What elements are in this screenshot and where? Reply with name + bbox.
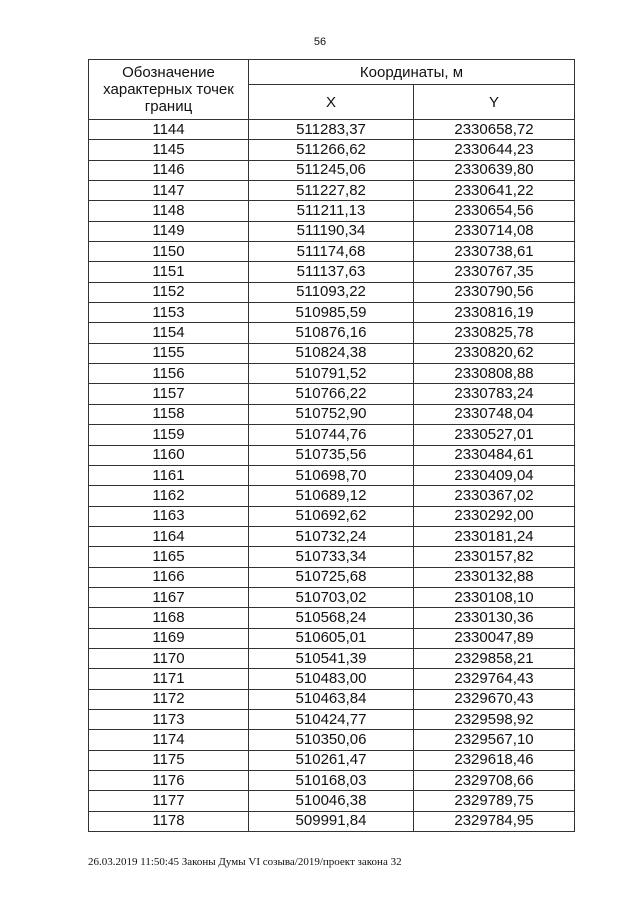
x-coordinate-cell: 510483,00 — [249, 669, 414, 689]
point-number-cell: 1172 — [89, 689, 249, 709]
x-coordinate-cell: 510605,01 — [249, 628, 414, 648]
y-coordinate-cell: 2330816,19 — [414, 303, 575, 323]
table-row — [89, 201, 575, 221]
y-coordinate-cell: 2329618,46 — [414, 750, 575, 770]
y-coordinate-cell: 2330157,82 — [414, 547, 575, 567]
x-coordinate-cell: 510732,24 — [249, 526, 414, 546]
x-coordinate-cell: 510463,84 — [249, 689, 414, 709]
point-number-cell: 1149 — [89, 221, 249, 241]
y-coordinate-cell: 2329858,21 — [414, 648, 575, 668]
table-row — [89, 465, 575, 485]
point-number-cell: 1148 — [89, 201, 249, 221]
table-row — [89, 262, 575, 282]
header-point-designation: Обозначение характерных точек границ — [89, 60, 249, 120]
x-coordinate-cell: 510689,12 — [249, 486, 414, 506]
point-number-cell: 1177 — [89, 791, 249, 811]
y-coordinate-cell: 2330292,00 — [414, 506, 575, 526]
table-row — [89, 323, 575, 343]
y-coordinate-cell: 2329784,95 — [414, 811, 575, 831]
table-row — [89, 343, 575, 363]
point-number-cell: 1165 — [89, 547, 249, 567]
x-coordinate-cell: 511227,82 — [249, 181, 414, 201]
table-row — [89, 425, 575, 445]
x-coordinate-cell: 510744,76 — [249, 425, 414, 445]
y-coordinate-cell: 2330367,02 — [414, 486, 575, 506]
x-coordinate-cell: 510568,24 — [249, 608, 414, 628]
point-number-cell: 1178 — [89, 811, 249, 831]
y-coordinate-cell: 2330644,23 — [414, 140, 575, 160]
x-coordinate-cell: 511190,34 — [249, 221, 414, 241]
x-coordinate-cell: 510046,38 — [249, 791, 414, 811]
point-number-cell: 1160 — [89, 445, 249, 465]
point-number-cell: 1175 — [89, 750, 249, 770]
x-coordinate-cell: 511093,22 — [249, 282, 414, 302]
header-coordinates: Координаты, м — [249, 60, 575, 85]
y-coordinate-cell: 2330639,80 — [414, 160, 575, 180]
y-coordinate-cell: 2330767,35 — [414, 262, 575, 282]
x-coordinate-cell: 510985,59 — [249, 303, 414, 323]
point-number-cell: 1166 — [89, 567, 249, 587]
x-coordinate-cell: 511174,68 — [249, 242, 414, 262]
y-coordinate-cell: 2330783,24 — [414, 384, 575, 404]
y-coordinate-cell: 2329764,43 — [414, 669, 575, 689]
point-number-cell: 1164 — [89, 526, 249, 546]
x-coordinate-cell: 511137,63 — [249, 262, 414, 282]
table-body — [89, 120, 575, 832]
y-coordinate-cell: 2330658,72 — [414, 120, 575, 140]
point-number-cell: 1158 — [89, 404, 249, 424]
y-coordinate-cell: 2330047,89 — [414, 628, 575, 648]
x-coordinate-cell: 511266,62 — [249, 140, 414, 160]
x-coordinate-cell: 510876,16 — [249, 323, 414, 343]
table-row — [89, 648, 575, 668]
table-row — [89, 689, 575, 709]
x-coordinate-cell: 511245,06 — [249, 160, 414, 180]
y-coordinate-cell: 2329789,75 — [414, 791, 575, 811]
x-coordinate-cell: 510692,62 — [249, 506, 414, 526]
point-number-cell: 1157 — [89, 384, 249, 404]
table-row — [89, 140, 575, 160]
table-row — [89, 120, 575, 140]
y-coordinate-cell: 2330714,08 — [414, 221, 575, 241]
y-coordinate-cell: 2330820,62 — [414, 343, 575, 363]
table-row — [89, 282, 575, 302]
point-number-cell: 1161 — [89, 465, 249, 485]
x-coordinate-cell: 511283,37 — [249, 120, 414, 140]
y-coordinate-cell: 2330808,88 — [414, 364, 575, 384]
y-coordinate-cell: 2330790,56 — [414, 282, 575, 302]
table-row — [89, 303, 575, 323]
x-coordinate-cell: 510541,39 — [249, 648, 414, 668]
table-row — [89, 364, 575, 384]
y-coordinate-cell: 2330738,61 — [414, 242, 575, 262]
y-coordinate-cell: 2330409,04 — [414, 465, 575, 485]
x-coordinate-cell: 510424,77 — [249, 709, 414, 729]
header-y: Y — [414, 85, 575, 120]
x-coordinate-cell: 510703,02 — [249, 587, 414, 607]
x-coordinate-cell: 510733,34 — [249, 547, 414, 567]
y-coordinate-cell: 2330825,78 — [414, 323, 575, 343]
x-coordinate-cell: 510766,22 — [249, 384, 414, 404]
table-row — [89, 730, 575, 750]
y-coordinate-cell: 2330654,56 — [414, 201, 575, 221]
point-number-cell: 1144 — [89, 120, 249, 140]
table-row — [89, 771, 575, 791]
point-number-cell: 1153 — [89, 303, 249, 323]
point-number-cell: 1159 — [89, 425, 249, 445]
point-number-cell: 1145 — [89, 140, 249, 160]
table-row — [89, 669, 575, 689]
x-coordinate-cell: 510261,47 — [249, 750, 414, 770]
coordinates-table — [88, 59, 575, 832]
point-number-cell: 1151 — [89, 262, 249, 282]
table-row — [89, 750, 575, 770]
point-number-cell: 1169 — [89, 628, 249, 648]
point-number-cell: 1146 — [89, 160, 249, 180]
table-row — [89, 526, 575, 546]
x-coordinate-cell: 510725,68 — [249, 567, 414, 587]
table-row — [89, 587, 575, 607]
point-number-cell: 1154 — [89, 323, 249, 343]
point-number-cell: 1176 — [89, 771, 249, 791]
y-coordinate-cell: 2330108,10 — [414, 587, 575, 607]
y-coordinate-cell: 2330527,01 — [414, 425, 575, 445]
y-coordinate-cell: 2329670,43 — [414, 689, 575, 709]
y-coordinate-cell: 2329598,92 — [414, 709, 575, 729]
y-coordinate-cell: 2329708,66 — [414, 771, 575, 791]
y-coordinate-cell: 2330641,22 — [414, 181, 575, 201]
table-row — [89, 791, 575, 811]
table-row — [89, 181, 575, 201]
point-number-cell: 1167 — [89, 587, 249, 607]
table-row — [89, 160, 575, 180]
point-number-cell: 1174 — [89, 730, 249, 750]
table-row — [89, 242, 575, 262]
x-coordinate-cell: 510350,06 — [249, 730, 414, 750]
page-number: 56 — [313, 36, 327, 48]
table-row — [89, 628, 575, 648]
point-number-cell: 1156 — [89, 364, 249, 384]
x-coordinate-cell: 510824,38 — [249, 343, 414, 363]
table-row — [89, 608, 575, 628]
x-coordinate-cell: 510791,52 — [249, 364, 414, 384]
point-number-cell: 1163 — [89, 506, 249, 526]
point-number-cell: 1155 — [89, 343, 249, 363]
point-number-cell: 1170 — [89, 648, 249, 668]
y-coordinate-cell: 2330132,88 — [414, 567, 575, 587]
point-number-cell: 1173 — [89, 709, 249, 729]
x-coordinate-cell: 510698,70 — [249, 465, 414, 485]
y-coordinate-cell: 2329567,10 — [414, 730, 575, 750]
point-number-cell: 1152 — [89, 282, 249, 302]
point-number-cell: 1168 — [89, 608, 249, 628]
x-coordinate-cell: 510735,56 — [249, 445, 414, 465]
y-coordinate-cell: 2330181,24 — [414, 526, 575, 546]
table-row — [89, 709, 575, 729]
x-coordinate-cell: 509991,84 — [249, 811, 414, 831]
y-coordinate-cell: 2330748,04 — [414, 404, 575, 424]
table-row — [89, 221, 575, 241]
table-row — [89, 445, 575, 465]
point-number-cell: 1150 — [89, 242, 249, 262]
table-row — [89, 486, 575, 506]
y-coordinate-cell: 2330484,61 — [414, 445, 575, 465]
table-row — [89, 506, 575, 526]
footer-document-path: 26.03.2019 11:50:45 Законы Думы VI созыва/2019/проект закона 32 — [88, 856, 402, 868]
header-x: X — [249, 85, 414, 120]
table-row — [89, 547, 575, 567]
x-coordinate-cell: 510752,90 — [249, 404, 414, 424]
x-coordinate-cell: 511211,13 — [249, 201, 414, 221]
point-number-cell: 1147 — [89, 181, 249, 201]
table-row — [89, 404, 575, 424]
point-number-cell: 1171 — [89, 669, 249, 689]
table-row — [89, 811, 575, 831]
table-row — [89, 384, 575, 404]
x-coordinate-cell: 510168,03 — [249, 771, 414, 791]
point-number-cell: 1162 — [89, 486, 249, 506]
table-row — [89, 567, 575, 587]
y-coordinate-cell: 2330130,36 — [414, 608, 575, 628]
